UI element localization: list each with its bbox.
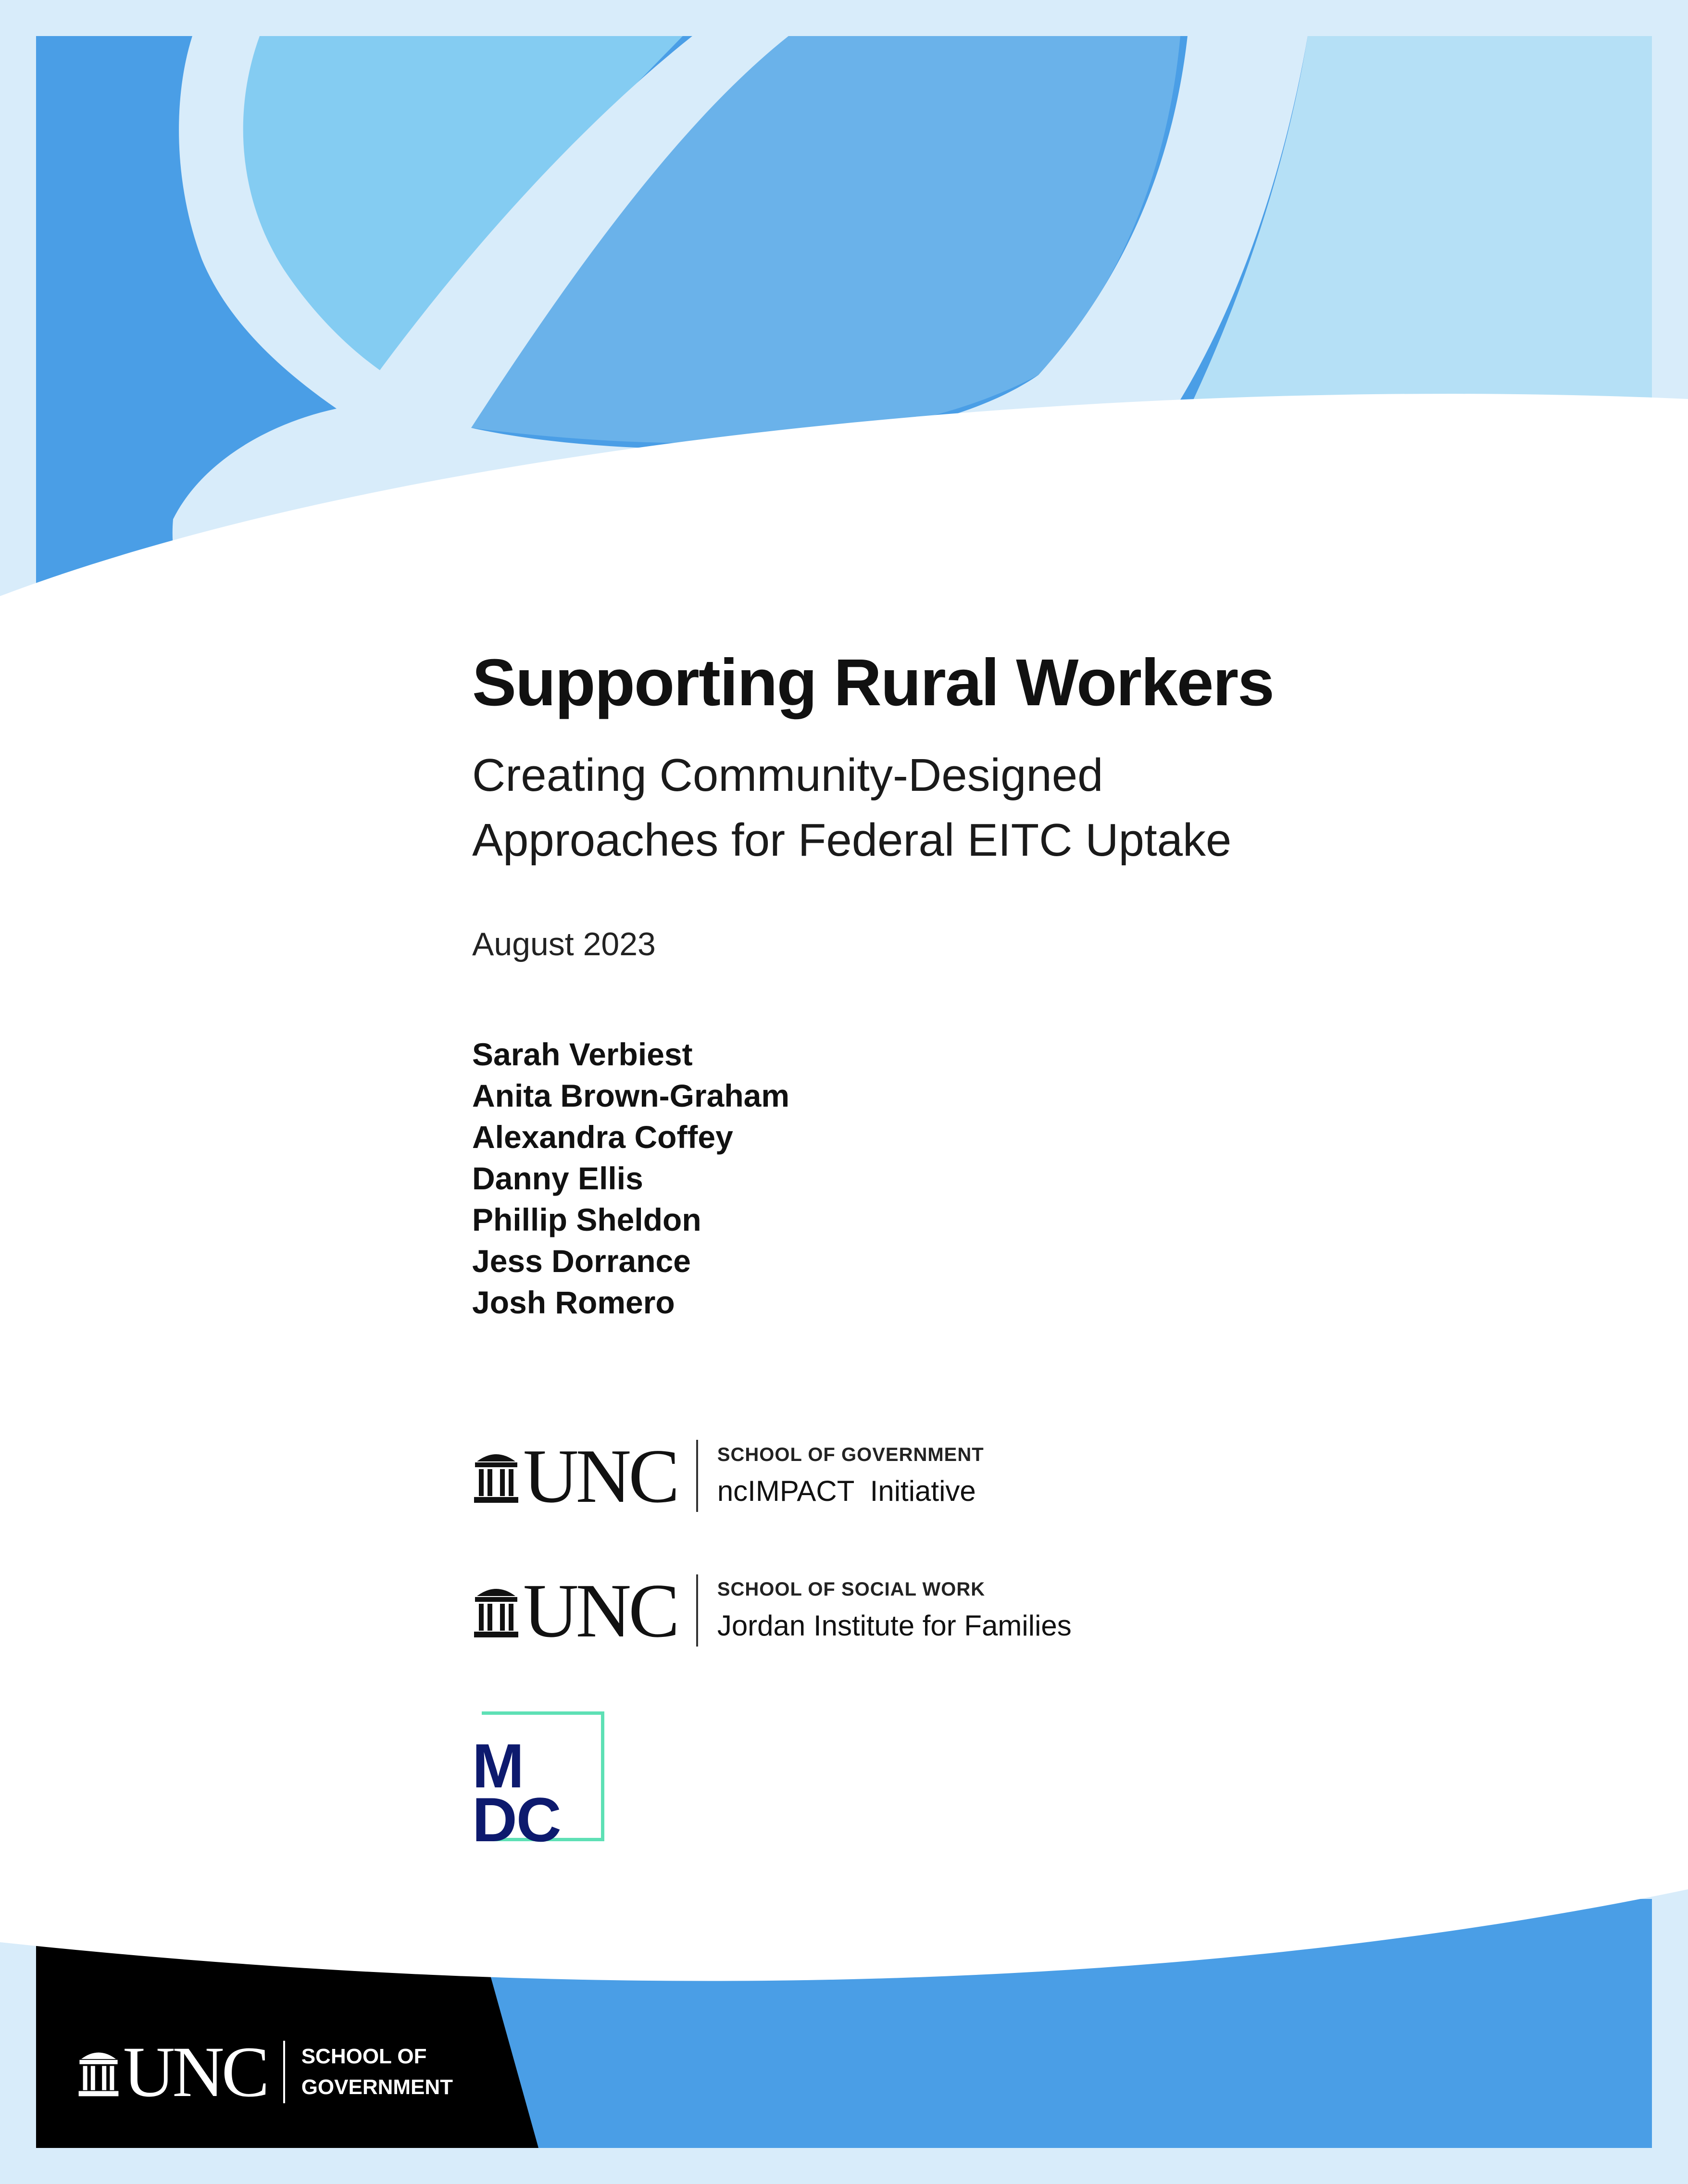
- publication-date: August 2023: [472, 926, 656, 962]
- mdc-letters-m: M: [472, 1731, 525, 1801]
- author-name: Phillip Sheldon: [472, 1202, 701, 1237]
- old-well-icon: [472, 1582, 520, 1639]
- author-name: Sarah Verbiest: [472, 1036, 693, 1072]
- footer-line: GOVERNMENT: [301, 2075, 453, 2099]
- mdc-logo: [472, 1711, 604, 1855]
- unc-sog-ncimpact-logo: [472, 1433, 984, 1519]
- footer-unc-sog-logo: [77, 2032, 453, 2112]
- logo-text: [717, 1579, 1072, 1642]
- logo-divider: [283, 2041, 285, 2103]
- unit-name: ncIMPACT Initiative: [717, 1475, 976, 1507]
- old-well-icon: [472, 1447, 520, 1505]
- school-name: SCHOOL OF GOVERNMENT: [717, 1444, 984, 1465]
- footer-logo-text: [301, 2041, 453, 2103]
- author-list: [472, 1034, 789, 1323]
- logo-divider: [696, 1574, 698, 1647]
- unc-wordmark: UNC: [523, 1433, 677, 1519]
- unc-ssw-jordan-logo: [472, 1568, 1072, 1653]
- author-name: Anita Brown-Graham: [472, 1078, 790, 1113]
- logo-text: [717, 1444, 984, 1508]
- author-name: Jess Dorrance: [472, 1243, 691, 1279]
- author-name: Alexandra Coffey: [472, 1119, 733, 1155]
- subtitle-line: Approaches for Federal EITC Uptake: [472, 814, 1232, 866]
- document-subtitle: [472, 743, 1231, 873]
- white-content-area: [0, 394, 1688, 1981]
- subtitle-line: Creating Community-Designed: [472, 749, 1103, 801]
- author-name: Josh Romero: [472, 1285, 675, 1320]
- footer-line: SCHOOL OF: [301, 2045, 427, 2068]
- school-name: SCHOOL OF SOCIAL WORK: [717, 1579, 986, 1600]
- unit-name: Jordan Institute for Families: [717, 1610, 1072, 1642]
- author-name: Danny Ellis: [472, 1161, 643, 1196]
- unc-logo-mark: [472, 1568, 677, 1653]
- unc-wordmark: UNC: [123, 2032, 267, 2112]
- mdc-letters-dc: DC: [472, 1785, 561, 1855]
- unc-logo-mark: [472, 1433, 677, 1519]
- unc-wordmark: UNC: [523, 1568, 677, 1653]
- unc-logo-mark: [77, 2032, 267, 2112]
- document-title: Supporting Rural Workers: [472, 646, 1274, 720]
- logo-divider: [696, 1440, 698, 1512]
- old-well-icon: [77, 2046, 120, 2098]
